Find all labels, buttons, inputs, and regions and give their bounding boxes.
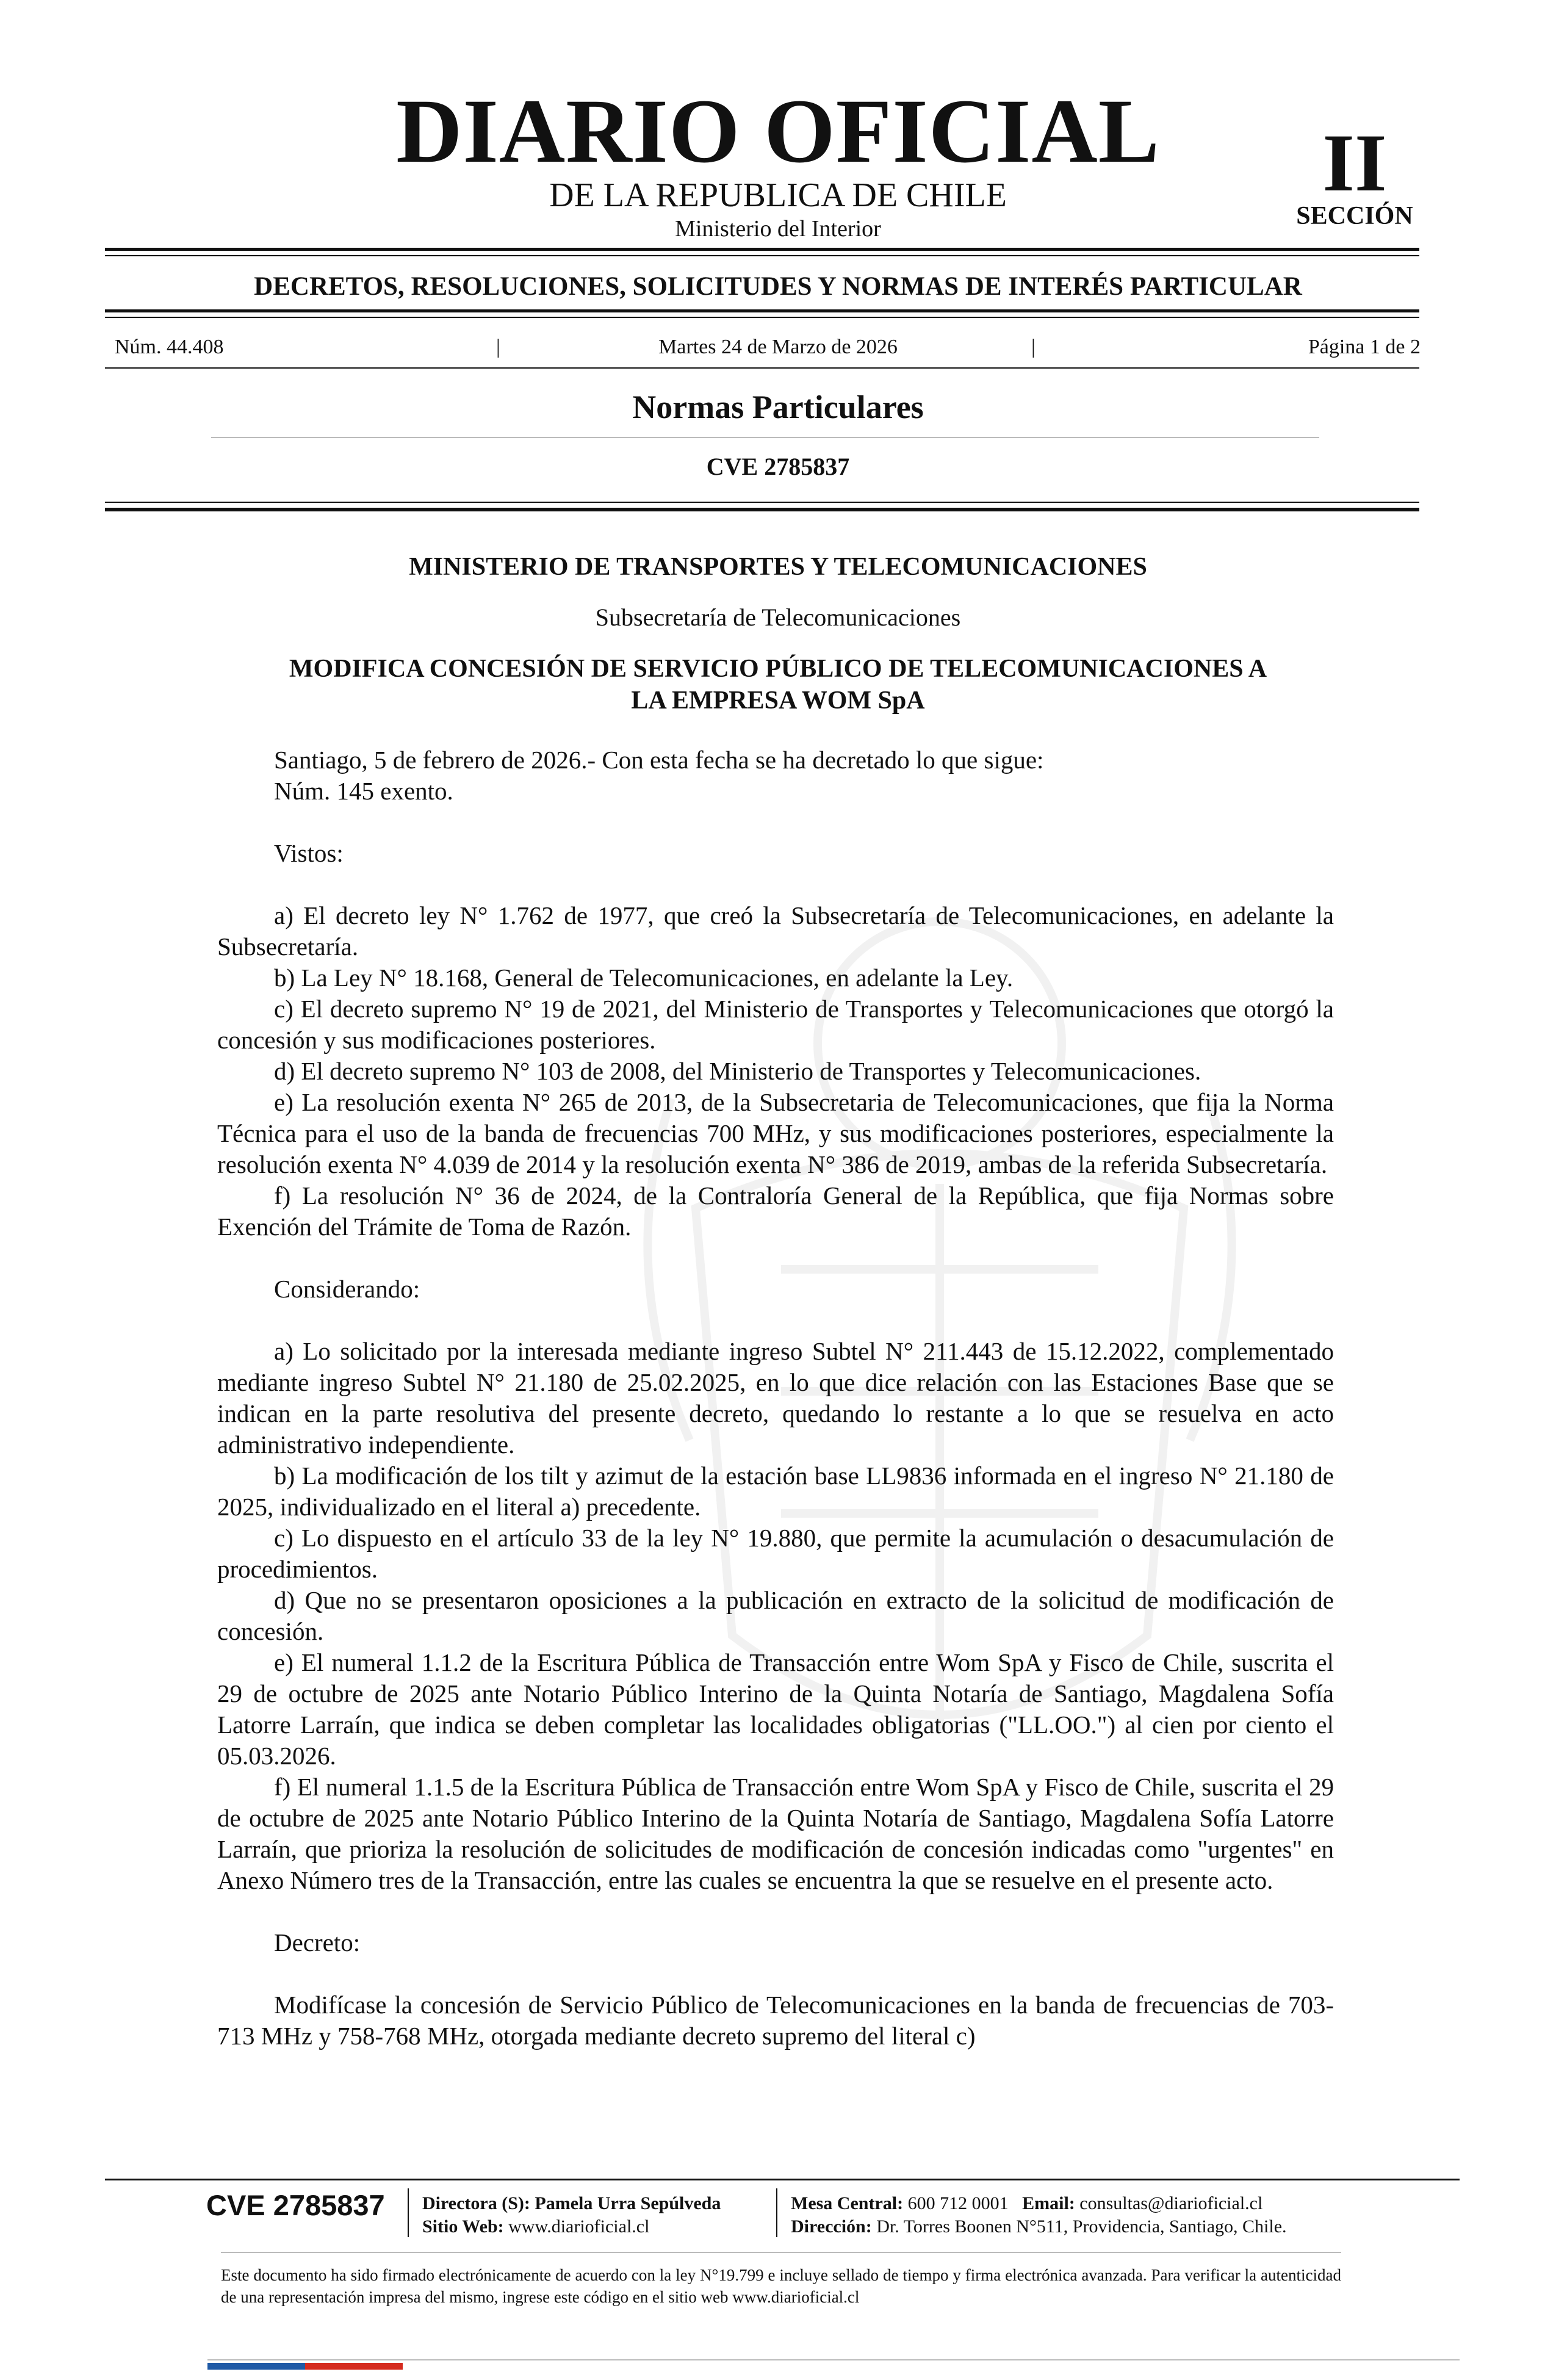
masthead-subtitle: DE LA REPUBLICA DE CHILE bbox=[549, 176, 1007, 214]
section-number: II bbox=[1322, 118, 1387, 209]
issue-number: Núm. 44.408 bbox=[115, 336, 224, 358]
header-rule-thin bbox=[105, 317, 1419, 318]
footer-contact-right bbox=[791, 2192, 1287, 2238]
masthead-title: DIARIO OFICIAL bbox=[396, 81, 1160, 182]
ministry-name: MINISTERIO DE TRANSPORTES Y TELECOMUNICACIONES bbox=[409, 553, 1147, 581]
issue-date: Martes 24 de Marzo de 2026 bbox=[658, 336, 898, 358]
section-label: SECCIÓN bbox=[1296, 202, 1413, 230]
cve-rule-thin bbox=[105, 502, 1419, 503]
decreto-heading: Decreto: bbox=[274, 1928, 361, 1956]
footer-divider bbox=[408, 2188, 409, 2237]
header-rule-thick bbox=[105, 309, 1419, 312]
considerando-item: e) El numeral 1.1.2 de la Escritura Pública de Transacción entre Wom SpA y Fisco de Chile, suscrita el 29 de octubre de 2025 ante Notario Público Interino de la Quinta Notaría de Santiago, Magdalena Sofía Latorre Larraín, que indica se deben completar las localidades obligatorias ("LL.OO.") al cien por ciento el 05.03.2026. bbox=[217, 1648, 1334, 1770]
vistos-item: a) El decreto ley N° 1.762 de 1977, que creó la Subsecretaría de Telecomunicaciones, en adelante la Subsecretaría. bbox=[217, 901, 1334, 961]
subsecretaria: Subsecretaría de Telecomunicaciones bbox=[595, 604, 961, 631]
direccion-value: Dr. Torres Boonen N°511, Providencia, Santiago, Chile. bbox=[876, 2216, 1287, 2237]
considerando-heading: Considerando: bbox=[274, 1275, 420, 1303]
document-title-line: LA EMPRESA WOM SpA bbox=[631, 687, 925, 715]
footer-divider bbox=[776, 2188, 777, 2237]
sitio-label: Sitio Web: bbox=[422, 2216, 504, 2237]
section-header: DECRETOS, RESOLUCIONES, SOLICITUDES Y NORMAS DE INTERÉS PARTICULAR bbox=[254, 272, 1302, 301]
masthead-rule-thick bbox=[105, 248, 1419, 251]
directora-label: Directora (S): bbox=[422, 2193, 530, 2213]
vistos-item: d) El decreto supremo N° 103 de 2008, del Ministerio de Transportes y Telecomunicaciones. bbox=[274, 1057, 1201, 1085]
masthead-rule-thin bbox=[105, 255, 1419, 256]
footer-contact-left bbox=[422, 2192, 721, 2238]
directora-value: Pamela Urra Sepúlveda bbox=[535, 2193, 721, 2213]
mesa-label: Mesa Central: bbox=[791, 2193, 904, 2213]
vistos-item: b) La Ley N° 18.168, General de Telecomunicaciones, en adelante la Ley. bbox=[274, 964, 1014, 992]
intro-line: Santiago, 5 de febrero de 2026.- Con esta fecha se ha decretado lo que sigue: bbox=[274, 746, 1044, 774]
vistos-heading: Vistos: bbox=[274, 839, 344, 867]
signature-note: Este documento ha sido firmado electrónicamente de acuerdo con la ley N°19.799 e incluye sellado de tiempo y firma electrónica avanzada. Para verificar la autenticidad de una representación impresa del mismo, ingrese este código en el sitio web www.diarioficial.cl bbox=[221, 2266, 1341, 2306]
sitio-link[interactable]: www.diarioficial.cl bbox=[508, 2216, 650, 2237]
masthead-ministry: Ministerio del Interior bbox=[675, 216, 881, 242]
meta-separator: | bbox=[496, 336, 500, 358]
decreto-text: Modifícase la concesión de Servicio Público de Telecomunicaciones en la banda de frecuencias de 703-713 MHz y 758-768 MHz, otorgada mediante decreto supremo del literal c) bbox=[217, 1991, 1334, 2050]
meta-separator: | bbox=[1031, 336, 1036, 358]
email-link[interactable]: consultas@diarioficial.cl bbox=[1079, 2193, 1263, 2213]
considerando-item: b) La modificación de los tilt y azimut de la estación base LL9836 informada en el ingreso N° 21.180 de 2025, individualizado en el literal a) precedente. bbox=[217, 1462, 1334, 1521]
vistos-item: e) La resolución exenta N° 265 de 2013, de la Subsecretaria de Telecomunicaciones, que fija la Norma Técnica para el uso de la banda de frecuencias 700 MHz, y sus modificaciones posteriores, especialmente la resolución exenta N° 4.039 de 2014 y la resolución exenta N° 386 de 2019, ambas de la referida Subsecretaría. bbox=[217, 1088, 1334, 1178]
flag-stripe-red bbox=[305, 2363, 403, 2370]
footer-rule bbox=[105, 2179, 1460, 2180]
page-indicator: Página 1 de 2 bbox=[1308, 336, 1421, 358]
email-label: Email: bbox=[1022, 2193, 1075, 2213]
cve-rule-thick bbox=[105, 508, 1419, 511]
footer-bottom-rule bbox=[207, 2359, 1460, 2360]
decree-number: Núm. 145 exento. bbox=[274, 777, 453, 805]
footer-note-rule bbox=[221, 2252, 1341, 2253]
mesa-value: 600 712 0001 bbox=[907, 2193, 1009, 2213]
document-title-line: MODIFICA CONCESIÓN DE SERVICIO PÚBLICO DE TELECOMUNICACIONES A bbox=[289, 655, 1267, 683]
footer-cve-code: CVE 2785837 bbox=[206, 2189, 385, 2221]
cve-code: CVE 2785837 bbox=[706, 453, 850, 480]
considerando-item: a) Lo solicitado por la interesada mediante ingreso Subtel N° 211.443 de 15.12.2022, complementado mediante ingreso Subtel N° 21.180 de 25.02.2025, en lo que dice relación con las Estaciones Base que se indican en la parte resolutiva del presente decreto, quedando lo restante a lo que se resuelva en acto administrativo independiente. bbox=[217, 1337, 1334, 1459]
flag-stripe-blue bbox=[207, 2363, 305, 2370]
vistos-item: f) La resolución N° 36 de 2024, de la Contraloría General de la República, que fija Normas sobre Exención del Trámite de Toma de Razón. bbox=[217, 1181, 1334, 1241]
considerando-item: d) Que no se presentaron oposiciones a la publicación en extracto de la solicitud de modificación de concesión. bbox=[217, 1586, 1334, 1645]
direccion-label: Dirección: bbox=[791, 2216, 872, 2237]
considerando-item: c) Lo dispuesto en el artículo 33 de la ley N° 19.880, que permite la acumulación o desacumulación de procedimientos. bbox=[217, 1524, 1334, 1583]
document-title bbox=[183, 653, 1373, 716]
considerando-item: f) El numeral 1.1.5 de la Escritura Pública de Transacción entre Wom SpA y Fisco de Chile, suscrita el 29 de octubre de 2025 ante Notario Público Interino de la Quinta Notaría de Santiago, Magdalena Sofía Latorre Larraín, que prioriza la resolución de solicitudes de modificación de concesión indicadas como "urgentes" en Anexo Número tres de la Transacción, entre las cuales se encuentra la que se resuelve en el presente acto. bbox=[217, 1773, 1334, 1894]
normas-rule bbox=[211, 437, 1319, 438]
document-body bbox=[217, 745, 1334, 2052]
meta-rule bbox=[105, 367, 1419, 369]
vistos-item: c) El decreto supremo N° 19 de 2021, del Ministerio de Transportes y Telecomunicaciones que otorgó la concesión y sus modificaciones posteriores. bbox=[217, 995, 1334, 1054]
normas-title: Normas Particulares bbox=[632, 389, 924, 425]
